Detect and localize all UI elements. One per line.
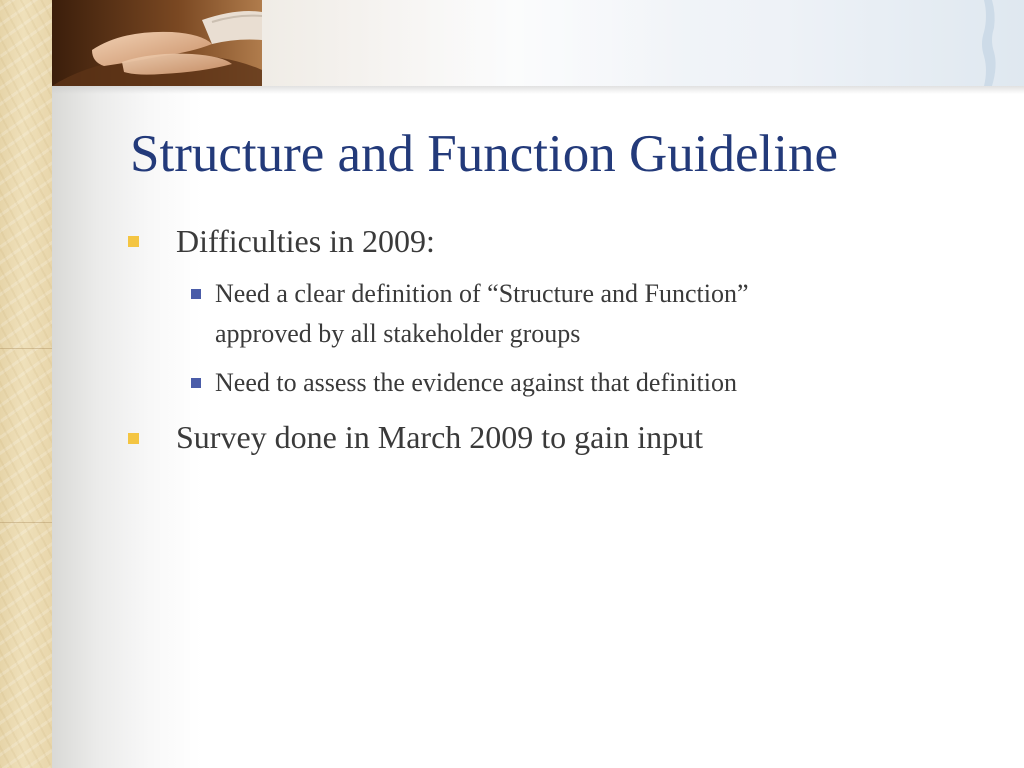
level1-bullet-icon — [128, 236, 139, 247]
level2-bullet-icon — [191, 289, 201, 299]
sub-bullet-item: Need to assess the evidence against that definition — [215, 368, 738, 397]
sub-bullet-item-continuation: approved by all stakeholder groups — [215, 319, 581, 348]
bullet-item: Difficulties in 2009: — [176, 223, 435, 259]
bullet-item: Survey done in March 2009 to gain input — [176, 419, 704, 455]
level1-bullet-icon — [128, 433, 139, 444]
level2-bullet-icon — [191, 378, 201, 388]
sub-bullet-item: Need a clear definition of “Structure and Function” — [215, 279, 749, 308]
slide-title: Structure and Function Guideline — [130, 125, 838, 183]
